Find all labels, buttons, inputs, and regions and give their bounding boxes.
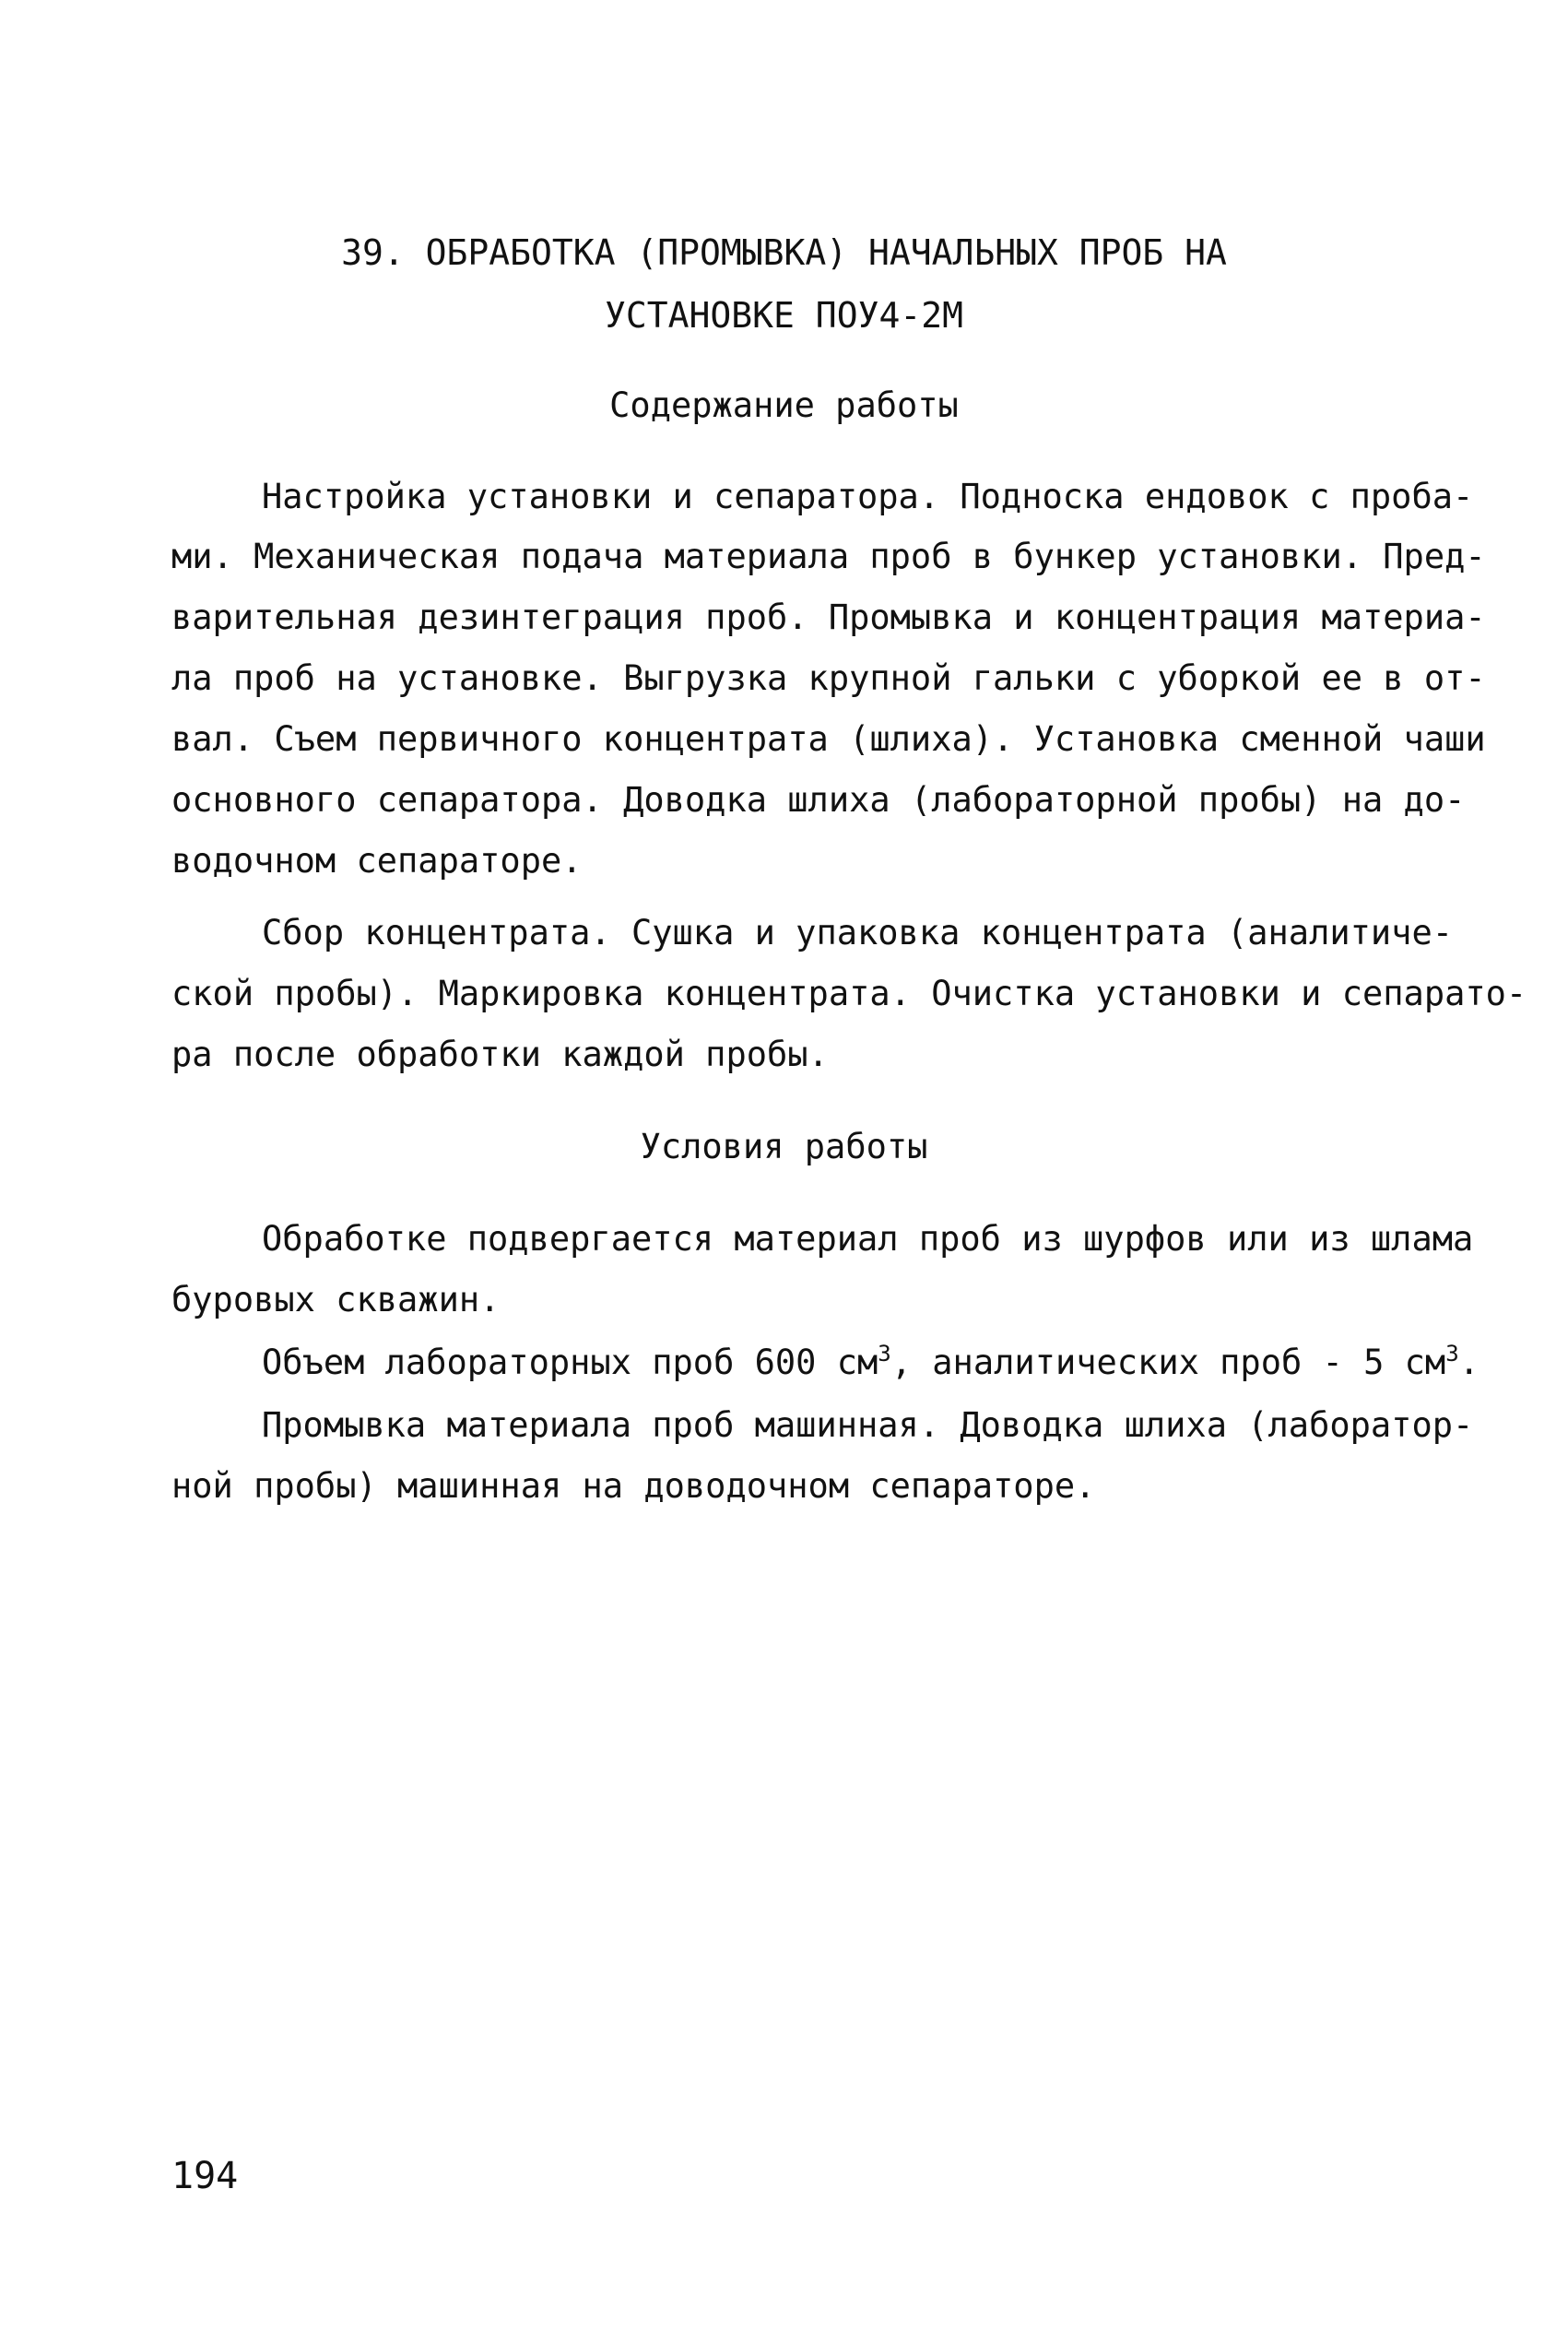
paragraph-line: Обработке подвергается материал проб из шурфов или из шлама — [262, 1219, 1474, 1259]
paragraph-line: ской пробы). Маркировка концентрата. Очистка установки и сепарато- — [171, 974, 1527, 1013]
paragraph-line: ла проб на установке. Выгрузка крупной гальки с уборкой ее в от- — [171, 658, 1486, 698]
section-title-line-1: 39. ОБРАБОТКА (ПРОМЫВКА) НАЧАЛЬНЫХ ПРОБ НА — [341, 232, 1227, 273]
superscript-3: 3 — [1445, 1341, 1459, 1367]
section-title-line-2: УСТАНОВКЕ ПОУ4-2М — [605, 295, 963, 336]
volume-text-end: . — [1458, 1343, 1480, 1382]
paragraph-line: ми. Механическая подача материала проб в бункер установки. Пред- — [171, 537, 1486, 576]
paragraph-line: водочном сепараторе. — [171, 841, 583, 881]
volume-text-start: Объем лабораторных проб 600 см — [262, 1343, 878, 1382]
paragraph-line: Сбор концентрата. Сушка и упаковка концентрата (аналитиче- — [262, 913, 1454, 953]
paragraph-line: Настройка установки и сепаратора. Подноска ендовок с проба- — [262, 477, 1474, 516]
content-heading: Содержание работы — [609, 385, 959, 425]
paragraph-line: буровых скважин. — [171, 1280, 501, 1319]
paragraph-line: вал. Съем первичного концентрата (шлиха). Установка сменной чаши — [171, 719, 1486, 759]
paragraph-line: Промывка материала проб машинная. Доводка шлиха (лаборатор- — [262, 1405, 1474, 1445]
paragraph-line: ра после обработки каждой пробы. — [171, 1035, 829, 1074]
volume-line — [262, 1341, 1480, 1385]
paragraph-line: основного сепаратора. Доводка шлиха (лабораторной пробы) на до- — [171, 780, 1466, 820]
paragraph-line: ной пробы) машинная на доводочном сепараторе. — [171, 1466, 1096, 1506]
conditions-heading: Условия работы — [640, 1127, 928, 1166]
paragraph-line: варительная дезинтеграция проб. Промывка и концентрация материа- — [171, 598, 1486, 637]
volume-text-middle: , аналитических проб - 5 см — [890, 1343, 1446, 1382]
superscript-3: 3 — [878, 1341, 891, 1367]
page-number: 194 — [171, 2155, 239, 2197]
